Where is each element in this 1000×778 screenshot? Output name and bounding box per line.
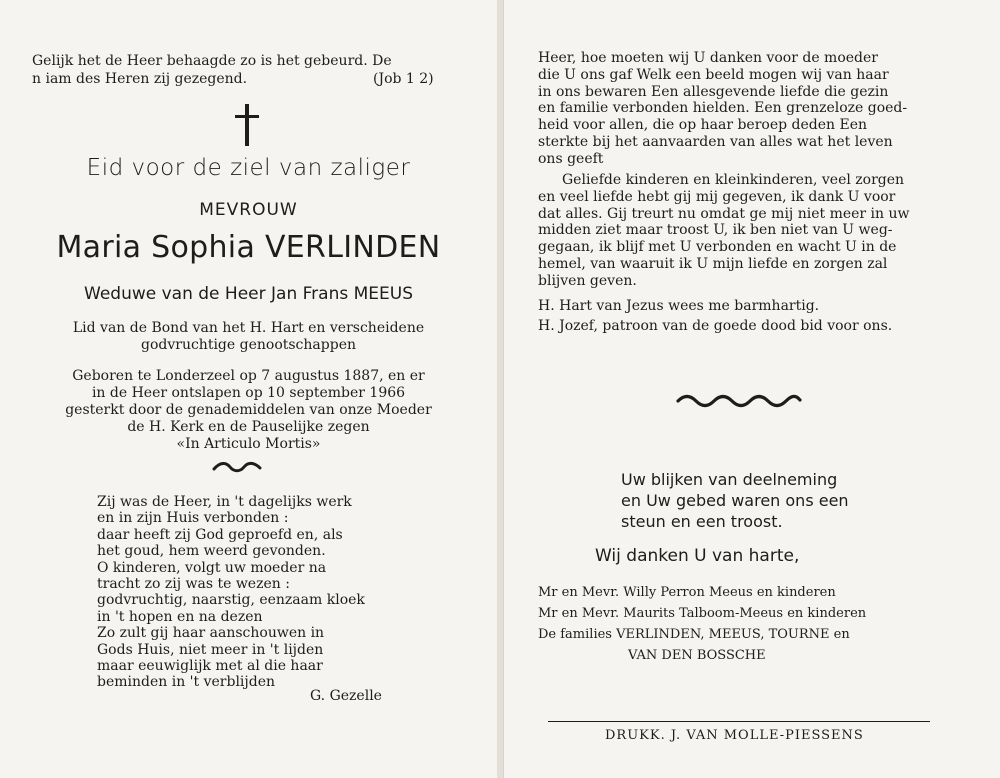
bible-quote-line-2: n iam des Heren zij gezegend. bbox=[32, 71, 248, 87]
thanks-line: Uw blijken van deelneming bbox=[621, 470, 838, 489]
bible-quote-line-1: Gelijk het de Heer behaagde zo is het gebeurd. De bbox=[32, 53, 392, 69]
family-line: VAN DEN BOSSCHE bbox=[628, 648, 766, 663]
paragraph-line: hemel, van waaruit ik U mijn liefde en zorgen zal bbox=[538, 255, 888, 272]
prayer-paragraph-2 bbox=[538, 172, 910, 290]
invocation-line: H. Hart van Jezus wees me barmhartig. bbox=[538, 298, 820, 314]
printer-credit: DRUKK. J. VAN MOLLE-PIESSENS bbox=[605, 728, 864, 743]
poem-line: beminden in 't verblijden bbox=[97, 674, 276, 691]
poem bbox=[97, 494, 365, 691]
paragraph-line: heid voor allen, die op haar beroep deden Een bbox=[538, 117, 868, 134]
title-mevrouw: MEVROUW bbox=[199, 200, 298, 220]
biography-line: in de Heer ontslapen op 10 september 1966 bbox=[91, 385, 406, 401]
poem-line: Gods Huis, niet meer in 't lijden bbox=[97, 641, 324, 658]
poem-line: godvruchtig, naarstig, eenzaam kloek bbox=[97, 592, 365, 609]
widow-of: Weduwe van de Heer Jan Frans MEEUS bbox=[84, 284, 413, 304]
paragraph-line: die U ons gaf Welk een beeld mogen wij van haar bbox=[538, 66, 889, 83]
biography-line: gesterkt door de genademiddelen van onze Moeder bbox=[65, 402, 432, 418]
family-line: Mr en Mevr. Maurits Talboom-Meeus en kinderen bbox=[538, 606, 867, 621]
invocations bbox=[538, 296, 892, 336]
membership-line: Lid van de Bond van het H. Hart en verscheidene bbox=[72, 320, 425, 336]
bible-quote-reference: (Job 1 2) bbox=[373, 71, 434, 87]
paragraph-line: en veel liefde hebt gij mij gegeven, ik dank U voor bbox=[538, 188, 896, 205]
thanks-line: en Uw gebed waren ons een bbox=[621, 491, 849, 510]
deceased-name: Maria Sophia VERLINDEN bbox=[56, 230, 441, 265]
poem-line: in 't hopen en na dezen bbox=[97, 608, 263, 625]
paragraph-line: ons geeft bbox=[538, 150, 604, 167]
biography-line: «In Articulo Mortis» bbox=[176, 436, 321, 452]
paragraph-line: dat alles. Gij treurt nu omdat ge mij niet meer in uw bbox=[538, 205, 910, 222]
gratitude-line: Wij danken U van harte, bbox=[595, 546, 800, 566]
paragraph-line: Geliefde kinderen en kleinkinderen, veel zorgen bbox=[562, 172, 905, 188]
poem-line: daar heeft zij God geproefd en, als bbox=[97, 526, 343, 543]
printer-rule bbox=[548, 721, 930, 722]
poem-line: O kinderen, volgt uw moeder na bbox=[97, 559, 327, 576]
paragraph-line: midden ziet maar troost U, ik ben niet van U weg- bbox=[538, 222, 893, 239]
paragraph-line: sterkte bij het aanvaarden van alles wat het leven bbox=[538, 133, 893, 150]
family-signatures bbox=[538, 582, 866, 666]
heading: Eid voor de ziel van zaliger bbox=[86, 155, 411, 181]
cross-icon bbox=[232, 104, 262, 146]
paragraph-line: gegaan, ik blijf met U verbonden en wacht U in de bbox=[538, 239, 897, 256]
prayer-paragraph-1 bbox=[538, 50, 907, 168]
flourish-ornament-icon bbox=[212, 460, 262, 474]
biography bbox=[0, 368, 497, 453]
paragraph-line: blijven geven. bbox=[538, 272, 637, 289]
family-line: Mr en Mevr. Willy Perron Meeus en kinderen bbox=[538, 585, 836, 600]
family-line: De families VERLINDEN, MEEUS, TOURNE en bbox=[538, 627, 850, 642]
invocation-line: H. Jozef, patroon van de goede dood bid voor ons. bbox=[538, 318, 893, 334]
membership bbox=[0, 320, 497, 354]
paragraph-line: in ons bewaren Een allesgevende liefde die gezin bbox=[538, 83, 889, 100]
poem-line: maar eeuwiglijk met al die haar bbox=[97, 658, 323, 675]
biography-line: Geboren te Londerzeel op 7 augustus 1887, en er bbox=[72, 368, 425, 384]
poem-line: tracht zo zij was te wezen : bbox=[97, 576, 290, 593]
paragraph-line: Heer, hoe moeten wij U danken voor de moeder bbox=[538, 50, 878, 66]
poem-line: Zij was de Heer, in 't dagelijks werk bbox=[97, 494, 352, 510]
membership-line: godvruchtige genootschappen bbox=[141, 337, 356, 353]
right-panel bbox=[503, 0, 1000, 778]
biography-line: de H. Kerk en de Pauselijke zegen bbox=[127, 419, 370, 435]
poem-line: het goud, hem weerd gevonden. bbox=[97, 543, 326, 560]
thanks-message bbox=[621, 469, 849, 532]
poem-line: en in zijn Huis verbonden : bbox=[97, 510, 289, 527]
left-panel bbox=[0, 0, 498, 778]
thanks-line: steun en een troost. bbox=[621, 512, 783, 531]
poem-author: G. Gezelle bbox=[310, 688, 382, 704]
poem-line: Zo zult gij haar aanschouwen in bbox=[97, 625, 325, 642]
paragraph-line: en familie verbonden hielden. Een grenzeloze goed- bbox=[538, 100, 908, 117]
wave-divider-icon bbox=[676, 394, 802, 408]
